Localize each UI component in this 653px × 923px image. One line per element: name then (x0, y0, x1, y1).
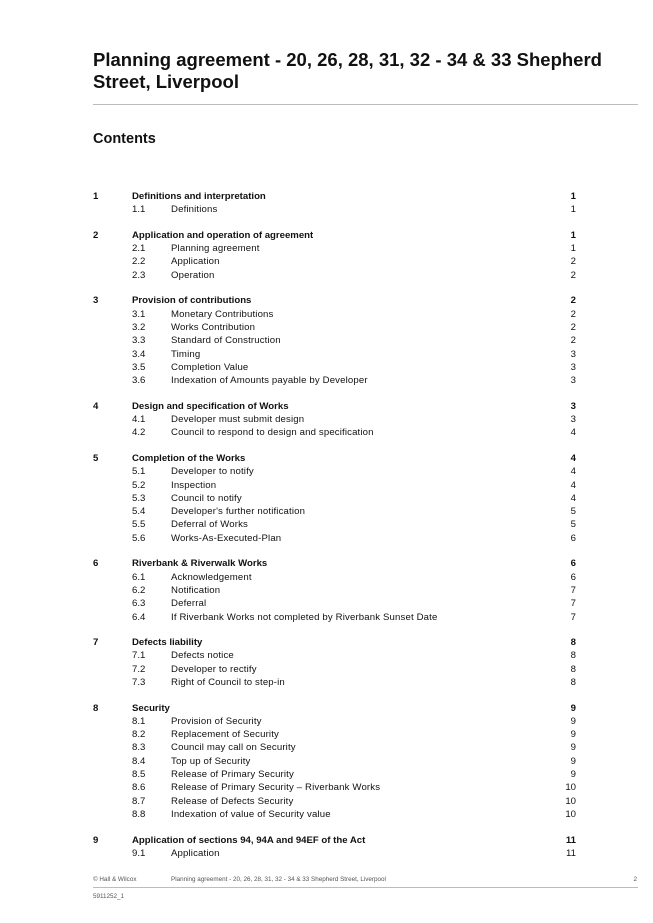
toc-subentry-page: 8 (570, 663, 576, 675)
toc-subentry-title: Notification (171, 584, 221, 596)
toc-subentry-number: 8.5 (132, 769, 146, 781)
toc-entry-number: 4 (93, 400, 99, 412)
toc-subentry-page: 10 (565, 808, 576, 820)
toc-subentry[interactable] (93, 795, 576, 808)
toc-subentry-title: Replacement of Security (171, 729, 279, 741)
toc-entry-title: Application and operation of agreement (132, 229, 314, 241)
toc-subentry[interactable] (93, 741, 576, 754)
toc-entry[interactable] (93, 702, 576, 715)
toc-subentry-title: Timing (171, 348, 201, 360)
toc-subentry[interactable] (93, 518, 576, 531)
toc-entry-title: Provision of contributions (132, 295, 252, 307)
toc-subentry-title: Defects notice (171, 650, 234, 662)
toc-subentry-number: 6.1 (132, 571, 146, 583)
toc-entry-number: 6 (93, 558, 99, 570)
toc-subentry-page: 1 (570, 204, 576, 216)
toc-subentry-title: Council to notify (171, 492, 242, 504)
toc-subentry-title: Application (171, 256, 220, 268)
toc-subentry-page: 7 (570, 584, 576, 596)
toc-entry[interactable] (93, 452, 576, 465)
toc-subentry-number: 6.4 (132, 611, 146, 623)
toc-subentry[interactable] (93, 479, 576, 492)
toc-subentry-title: Completion Value (171, 361, 249, 373)
toc-subentry-page: 3 (570, 414, 576, 426)
toc-entry[interactable] (93, 834, 576, 847)
toc-entry-page: 1 (570, 229, 576, 241)
toc-subentry[interactable] (93, 768, 576, 781)
toc-subentry-title: Deferral (171, 598, 207, 610)
toc-section (93, 636, 576, 689)
toc-subentry-page: 5 (570, 519, 576, 531)
toc-subentry[interactable] (93, 374, 576, 387)
document-title: Planning agreement - 20, 26, 28, 31, 32 - 34 & 33 Shepherd Street, Liverpool (93, 49, 602, 92)
toc-subentry[interactable] (93, 203, 576, 216)
toc-subentry-title: Developer to rectify (171, 663, 257, 675)
toc-entry-title: Design and specification of Works (132, 400, 289, 412)
toc-subentry-page: 8 (570, 650, 576, 662)
toc-section (93, 702, 576, 822)
toc-subentry[interactable] (93, 465, 576, 478)
toc-subentry-number: 3.2 (132, 321, 146, 333)
toc-subentry-page: 10 (565, 795, 576, 807)
contents-heading: Contents (93, 131, 156, 147)
toc-entry-number: 9 (93, 834, 99, 846)
toc-subentry-title: Definitions (171, 204, 218, 216)
toc-entry-title: Riverbank & Riverwalk Works (132, 558, 268, 570)
toc-subentry-number: 5.4 (132, 506, 146, 518)
footer-doc-title: Planning agreement - 20, 26, 28, 31, 32 - 34 & 33 Shepherd Street, Liverpool (171, 876, 386, 883)
toc-subentry-number: 8.7 (132, 795, 146, 807)
toc-entry-title: Security (132, 702, 170, 714)
toc-subentry-title: Release of Primary Security – Riverbank Works (171, 782, 381, 794)
toc-entry-title: Application of sections 94, 94A and 94EF of the Act (132, 834, 366, 846)
toc-subentry-title: Developer must submit design (171, 414, 305, 426)
toc-subentry[interactable] (93, 321, 576, 334)
toc-subentry[interactable] (93, 413, 576, 426)
toc-entry[interactable] (93, 636, 576, 649)
toc-subentry[interactable] (93, 242, 576, 255)
toc-entry-title: Definitions and interpretation (132, 191, 266, 202)
toc-subentry-page: 7 (570, 611, 576, 623)
toc-entry-page: 8 (570, 637, 576, 649)
toc-subentry-page: 11 (566, 847, 576, 859)
toc-subentry[interactable] (93, 676, 576, 689)
toc-subentry[interactable] (93, 597, 576, 610)
toc-subentry[interactable] (93, 505, 576, 518)
toc-subentry-page: 9 (570, 769, 576, 781)
toc-subentry[interactable] (93, 663, 576, 676)
toc-subentry-title: Council may call on Security (171, 742, 296, 754)
toc-entry-page: 4 (570, 452, 576, 464)
toc-section (93, 834, 576, 861)
toc-subentry-title: Indexation of Amounts payable by Developer (171, 375, 368, 387)
toc-subentry-page: 2 (570, 308, 576, 320)
toc-subentry[interactable] (93, 728, 576, 741)
toc-subentry-title: Monetary Contributions (171, 308, 274, 320)
toc-subentry[interactable] (93, 584, 576, 597)
toc-subentry[interactable] (93, 255, 576, 268)
toc-entry-page: 3 (570, 400, 576, 412)
toc-subentry-number: 5.5 (132, 519, 146, 531)
title-divider (93, 104, 638, 105)
toc-entry-number: 3 (93, 295, 99, 307)
toc-subentry[interactable] (93, 532, 576, 545)
toc-subentry-title: Indexation of value of Security value (171, 808, 331, 820)
footer-divider (93, 887, 638, 888)
toc-subentry-page: 9 (570, 729, 576, 741)
toc-subentry[interactable] (93, 492, 576, 505)
toc-subentry-number: 8.2 (132, 729, 146, 741)
table-of-contents (93, 190, 576, 872)
toc-subentry-page: 1 (570, 243, 576, 255)
toc-subentry-page: 4 (570, 427, 576, 439)
toc-subentry-number: 3.6 (132, 375, 146, 387)
toc-subentry[interactable] (93, 426, 576, 439)
toc-subentry-number: 5.2 (132, 479, 146, 491)
toc-entry[interactable] (93, 400, 576, 413)
toc-subentry-number: 8.1 (132, 715, 146, 727)
toc-subentry-title: Deferral of Works (171, 519, 249, 531)
toc-entry[interactable] (93, 190, 576, 203)
footer-page-number: 2 (633, 876, 637, 883)
toc-subentry-title: Provision of Security (171, 715, 262, 727)
toc-subentry-page: 4 (570, 466, 576, 478)
toc-subentry[interactable] (93, 847, 576, 860)
toc-subentry-page: 9 (570, 755, 576, 767)
toc-entry-number: 8 (93, 702, 99, 714)
toc-section (93, 557, 576, 623)
toc-entry-title: Defects liability (132, 637, 203, 649)
toc-subentry-page: 7 (570, 598, 576, 610)
toc-entry-page: 9 (570, 702, 576, 714)
toc-subentry-page: 8 (570, 676, 576, 688)
toc-subentry-title: Developer's further notification (171, 506, 306, 518)
toc-entry-number: 1 (93, 191, 99, 202)
toc-subentry-title: Release of Primary Security (171, 769, 294, 781)
toc-subentry-page: 2 (570, 321, 576, 333)
toc-section (93, 400, 576, 440)
toc-subentry-title: Release of Defects Security (171, 795, 294, 807)
toc-subentry-page: 4 (570, 492, 576, 504)
toc-subentry-title: Works Contribution (171, 321, 256, 333)
toc-subentry[interactable] (93, 755, 576, 768)
toc-subentry-number: 1.1 (132, 204, 146, 216)
toc-subentry-number: 6.3 (132, 598, 146, 610)
toc-subentry-title: Works-As-Executed-Plan (171, 532, 282, 544)
toc-subentry-page: 10 (565, 782, 576, 794)
toc-subentry-page: 5 (570, 506, 576, 518)
toc-subentry-number: 3.3 (132, 335, 146, 347)
toc-section (93, 229, 576, 282)
footer-firm: © Hall & Wilcox (93, 876, 137, 883)
toc-subentry[interactable] (93, 348, 576, 361)
toc-subentry-title: Developer to notify (171, 466, 254, 478)
toc-subentry-page: 6 (570, 532, 576, 544)
toc-subentry-number: 7.2 (132, 663, 146, 675)
toc-subentry-number: 8.6 (132, 782, 146, 794)
toc-section (93, 452, 576, 545)
toc-subentry-number: 4.2 (132, 427, 146, 439)
toc-subentry-number: 8.4 (132, 755, 146, 767)
toc-subentry-number: 9.1 (132, 847, 146, 859)
toc-subentry-title: Council to respond to design and specification (171, 427, 374, 439)
toc-entry[interactable] (93, 294, 576, 307)
toc-subentry-number: 4.1 (132, 414, 146, 426)
toc-subentry-page: 9 (570, 742, 576, 754)
toc-subentry-page: 3 (570, 361, 576, 373)
toc-subentry[interactable] (93, 649, 576, 662)
toc-subentry-number: 3.1 (132, 308, 146, 320)
toc-entry-page: 1 (570, 191, 576, 202)
toc-subentry[interactable] (93, 808, 576, 821)
toc-entry-number: 5 (93, 452, 99, 464)
toc-subentry-page: 2 (570, 256, 576, 268)
footer-doc-id: 5911252_1 (93, 893, 125, 900)
toc-subentry[interactable] (93, 571, 576, 584)
toc-subentry-title: Top up of Security (171, 755, 251, 767)
toc-entry-number: 2 (93, 229, 99, 241)
toc-subentry-title: Right of Council to step-in (171, 676, 285, 688)
toc-entry-number: 7 (93, 637, 99, 649)
toc-subentry-number: 5.1 (132, 466, 146, 478)
toc-subentry[interactable] (93, 334, 576, 347)
toc-entry-title: Completion of the Works (132, 452, 246, 464)
toc-subentry-number: 2.2 (132, 256, 146, 268)
toc-subentry-title: Acknowledgement (171, 571, 252, 583)
toc-subentry-number: 5.6 (132, 532, 146, 544)
toc-subentry-number: 7.1 (132, 650, 146, 662)
toc-subentry[interactable] (93, 715, 576, 728)
toc-subentry-title: Standard of Construction (171, 335, 281, 347)
toc-subentry-number: 2.3 (132, 269, 146, 281)
toc-subentry-number: 6.2 (132, 584, 146, 596)
toc-subentry-title: Planning agreement (171, 243, 260, 255)
toc-subentry-number: 3.4 (132, 348, 146, 360)
toc-entry-page: 11 (565, 834, 576, 846)
toc-subentry[interactable] (93, 781, 576, 794)
toc-subentry-page: 3 (570, 375, 576, 387)
toc-subentry-title: Application (171, 847, 220, 859)
toc-subentry[interactable] (93, 361, 576, 374)
toc-subentry-page: 9 (570, 715, 576, 727)
toc-subentry-page: 4 (570, 479, 576, 491)
toc-subentry[interactable] (93, 269, 576, 282)
toc-subentry-number: 8.8 (132, 808, 146, 820)
toc-subentry[interactable] (93, 611, 576, 624)
toc-subentry-number: 8.3 (132, 742, 146, 754)
toc-subentry-page: 3 (570, 348, 576, 360)
toc-section (93, 190, 576, 217)
toc-subentry-page: 2 (570, 335, 576, 347)
toc-subentry-title: Operation (171, 269, 215, 281)
toc-subentry-page: 2 (570, 269, 576, 281)
toc-subentry-title: Inspection (171, 479, 217, 491)
toc-subentry-page: 6 (570, 571, 576, 583)
toc-subentry-number: 7.3 (132, 676, 146, 688)
toc-subentry-number: 3.5 (132, 361, 146, 373)
toc-subentry-number: 2.1 (132, 243, 146, 255)
toc-subentry[interactable] (93, 308, 576, 321)
toc-section (93, 294, 576, 387)
toc-entry[interactable] (93, 229, 576, 242)
toc-entry-page: 6 (570, 558, 576, 570)
toc-entry-page: 2 (570, 295, 576, 307)
toc-subentry-number: 5.3 (132, 492, 146, 504)
toc-subentry-title: If Riverbank Works not completed by Riverbank Sunset Date (171, 611, 438, 623)
toc-entry[interactable] (93, 557, 576, 570)
